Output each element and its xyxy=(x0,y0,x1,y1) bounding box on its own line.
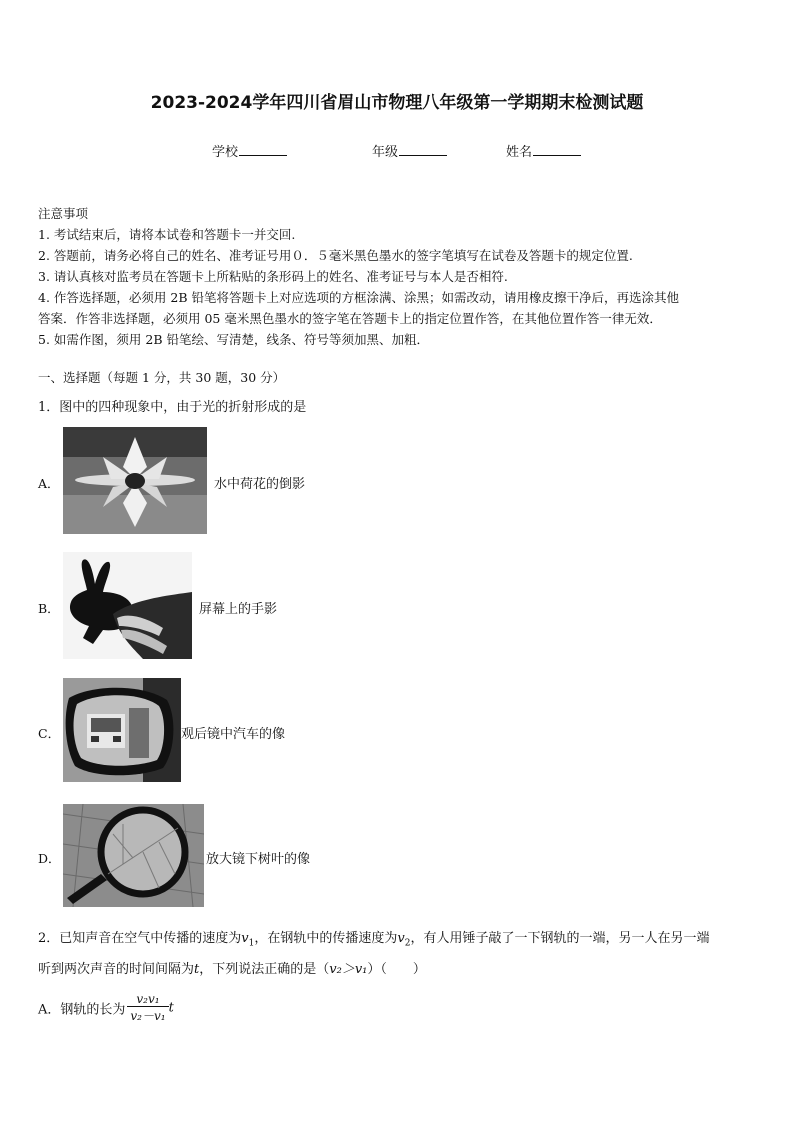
notes-heading: 注意事项 xyxy=(38,206,89,221)
school-blank[interactable] xyxy=(239,142,287,156)
note-item: 5. 如需作图，须用 2B 铅笔绘、写清楚，线条、符号等须加黑、加粗． xyxy=(38,332,429,347)
q2-v2-sub: 2 xyxy=(404,938,411,949)
fraction-numerator: v₂v₁ xyxy=(127,992,168,1007)
rear-mirror-car-photo xyxy=(63,678,181,782)
note-item: 2. 答题前，请务必将自己的姓名、准考证号用０．５毫米黑色墨水的签字笔填写在试卷及答题卡的规定位置. xyxy=(38,248,633,263)
q2-option-a xyxy=(38,992,174,1024)
q2-t: t xyxy=(194,962,200,977)
name-field[interactable] xyxy=(506,141,581,160)
hand-shadow-rabbit-photo xyxy=(63,552,192,659)
option-c-letter: C． xyxy=(38,726,61,741)
fraction-denominator: v₂－v₁ xyxy=(130,1009,166,1023)
grade-blank[interactable] xyxy=(399,142,447,156)
question-2-line-2 xyxy=(38,958,426,977)
option-d-text: 放大镜下树叶的像 xyxy=(206,852,311,867)
option-d-letter: D． xyxy=(38,851,61,866)
note-item: 1. 考试结束后，请将本试卷和答题卡一并交回. xyxy=(38,227,296,242)
q2-condition: v₂＞v₁ xyxy=(329,962,368,977)
note-item: 4. 作答选择题，必须用 2B 铅笔将答题卡上对应选项的方框涂满、涂黑；如需改动，请用橡皮擦干净后，再选涂其他 xyxy=(38,290,679,305)
name-blank[interactable] xyxy=(533,142,581,156)
option-c-text: 观后镜中汽车的像 xyxy=(181,727,286,742)
q2-v1: v xyxy=(241,931,249,946)
q2-option-a-t: t xyxy=(168,1000,174,1016)
question-1-stem: 1．图中的四种现象中，由于光的折射形成的是 xyxy=(38,400,307,415)
lotus-reflection-photo xyxy=(63,427,207,534)
option-b-letter: B． xyxy=(38,601,60,616)
q2-v1-sub: 1 xyxy=(248,938,255,949)
school-label: 学校 xyxy=(212,145,239,160)
q2-line2-a: 听到两次声音的时间间隔为 xyxy=(38,962,195,977)
q2-option-a-fraction xyxy=(127,992,168,1024)
school-field[interactable] xyxy=(212,141,287,160)
q2-stem-b: ，在钢轨中的传播速度为 xyxy=(254,931,398,946)
magnifier-leaf-photo xyxy=(63,804,204,907)
option-a-letter: A． xyxy=(38,476,60,491)
section-heading: 一、选择题（每题 1 分，共 30 题，30 分） xyxy=(38,370,286,385)
q2-line2-b: ，下列说法正确的是（ xyxy=(199,962,330,977)
q2-option-a-label: A．钢轨的长为 xyxy=(38,1002,126,1018)
q2-v2: v xyxy=(397,931,405,946)
q2-stem-a: 2．已知声音在空气中传播的速度为 xyxy=(38,931,242,946)
grade-field[interactable] xyxy=(372,141,447,160)
note-item: 答案．作答非选择题，必须用 05 毫米黑色墨水的签字笔在答题卡上的指定位置作答，在其他位置作答一律无效． xyxy=(38,311,662,326)
page-title: 2023-2024学年四川省眉山市物理八年级第一学期期末检测试题 xyxy=(150,93,644,113)
grade-label: 年级 xyxy=(372,145,399,160)
option-b-text: 屏幕上的手影 xyxy=(199,602,278,617)
note-item: 3. 请认真核对监考员在答题卡上所粘贴的条形码上的姓名、准考证号与本人是否相符. xyxy=(38,269,508,284)
question-2-line-1 xyxy=(38,927,710,949)
option-a-text: 水中荷花的倒影 xyxy=(214,477,306,492)
name-label: 姓名 xyxy=(506,145,533,160)
q2-line2-c: ）（ ） xyxy=(367,962,426,977)
q2-stem-c: ，有人用锤子敲了一下钢轨的一端，另一人在另一端 xyxy=(410,931,710,946)
